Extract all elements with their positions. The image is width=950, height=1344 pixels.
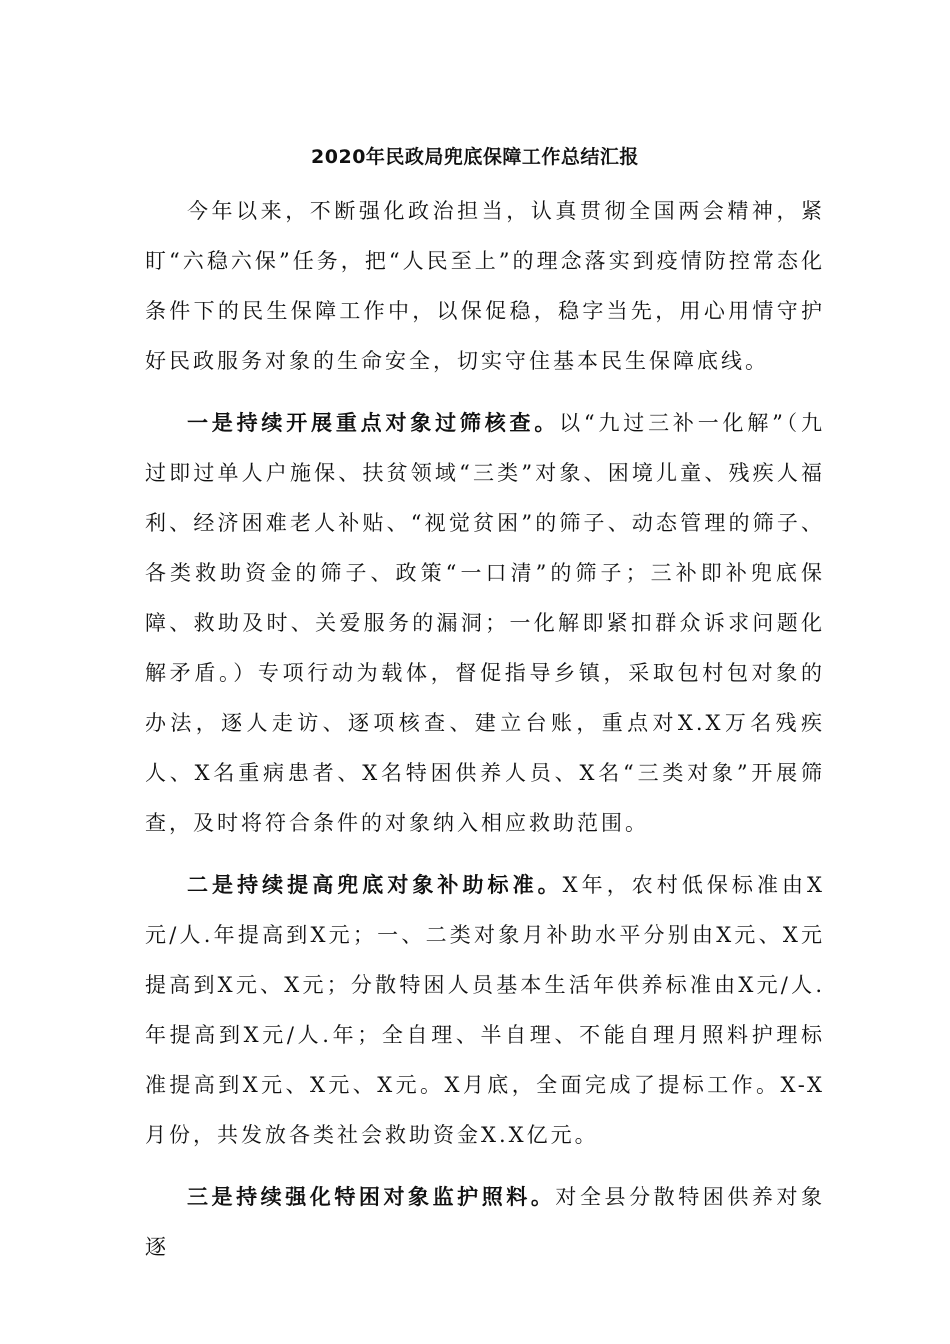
paragraph-text: X年，农村低保标准由X元/人.年提高到X元；一、二类对象月补助水平分别由X元、X元提高到X元、X元；分散特困人员基本生活年供养标准由X元/人.年提高到X元/人.年；全自理、半自理、不能自理月照料护理标准提高到X元、X元、X元。X月底，全面完成了提标工作。X-X月份，共发放各类社会救助资金X.X亿元。 [145, 873, 825, 1147]
paragraph-item-2 [145, 860, 825, 1160]
paragraph-intro [145, 186, 825, 386]
paragraph-item-1 [145, 398, 825, 848]
document-body [145, 186, 825, 1284]
paragraph-lead: 一是持续开展重点对象过筛核查。 [187, 411, 560, 435]
paragraph-item-3 [145, 1172, 825, 1272]
paragraph-lead: 二是持续提高兜底对象补助标准。 [187, 873, 563, 897]
paragraph-text: 今年以来，不断强化政治担当，认真贯彻全国两会精神，紧盯“六稳六保”任务，把“人民至上”的理念落实到疫情防控常态化条件下的民生保障工作中，以保促稳，稳字当先，用心用情守护好民政服务对象的生命安全，切实守住基本民生保障底线。 [145, 199, 825, 373]
paragraph-lead: 三是持续强化特困对象监护照料。 [187, 1185, 556, 1209]
paragraph-text: 以“九过三补一化解”（九过即过单人户施保、扶贫领域“三类”对象、困境儿童、残疾人福利、经济困难老人补贴、“视觉贫困”的筛子、动态管理的筛子、各类救助资金的筛子、政策“一口清”的筛子；三补即补兜底保障、救助及时、关爱服务的漏洞；一化解即紧扣群众诉求问题化解矛盾。）专项行动为载体，督促指导乡镇，采取包村包对象的办法，逐人走访、逐项核查、建立台账，重点对X.X万名残疾人、X名重病患者、X名特困供养人员、X名“三类对象”开展筛查，及时将符合条件的对象纳入相应救助范围。 [145, 411, 825, 835]
paragraph-text: 对全县分散特困供养对象逐 [145, 1185, 826, 1259]
document-title: 2020年民政局兜底保障工作总结汇报 [311, 146, 639, 168]
